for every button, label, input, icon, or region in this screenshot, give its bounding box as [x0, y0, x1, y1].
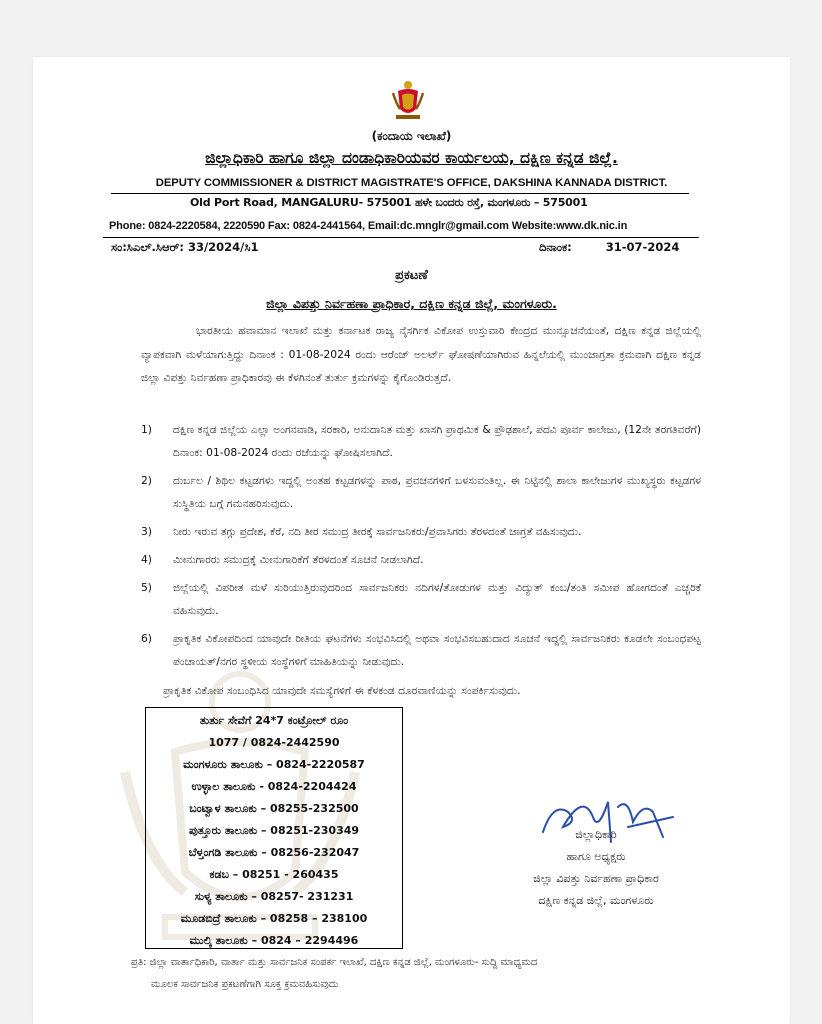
taluk-helpline: ಮೂಡಬಿದ್ರೆ ತಾಲೂಕು – 08258 – 238100: [180, 912, 368, 925]
taluk-helpline: ಉಳ್ಳಾಲ ತಾಲೂಕು - 0824-2204424: [191, 780, 357, 793]
signatory-role: ಹಾಗೂ ಅಧ್ಯಕ್ಷರು: [566, 850, 626, 863]
item-text: ಜಿಲ್ಲೆಯಲ್ಲಿ ವಿಪರೀತ ಮಳೆ ಸುರಿಯುತ್ತಿರುವುದರಿಂದ ಸಾರ್ವಜನಿಕರು ನದಿಗಳ/ತೋಡುಗಳ ಮತ್ತು ವಿದ್ಯುತ್ ಕಂಬ/ತಂತಿ ಸಮೀಪ ಹೋಗದಂತೆ ಎಚ್ಚರಿಕೆ ವಹಿಸುವುದು.: [173, 581, 701, 617]
header-divider: [111, 193, 689, 194]
item-number: 5): [141, 581, 152, 594]
notice-heading: ಪ್ರಕಟಣೆ: [395, 268, 428, 283]
date-value: 31-07-2024: [605, 240, 680, 254]
department-name: (ಕಂದಾಯ ಇಲಾಖೆ): [371, 129, 452, 143]
item-number: 3): [141, 525, 152, 538]
item-number: 4): [141, 553, 152, 566]
list-item: [141, 520, 701, 543]
item-text: ಮೀನುಗಾರರು ಸಮುದ್ರಕ್ಕೆ ಮೀನುಗಾರಿಕೆಗೆ ತೆರಳದಂತೆ ಸೂಚನೆ ನೀಡಲಾಗಿದೆ.: [173, 553, 424, 566]
control-room-box: [145, 707, 403, 949]
list-item: [141, 548, 701, 571]
item-text: ದಕ್ಷಿಣ ಕನ್ನಡ ಜಿಲ್ಲೆಯ ಎಲ್ಲಾ ಅಂಗನವಾಡಿ, ಸರಕಾರಿ, ಅನುದಾನಿತ ಮತ್ತು ಖಾಸಗಿ ಪ್ರಾಥಮಿಕ & ಪ್ರೌಢಶಾಲೆ, ಪದವಿ ಪೂರ್ವ ಕಾಲೇಜು, (12ನೇ ತರಗತಿವರೆಗೆ) ದಿನಾಂಕ: 01-08-2024 ರಂದು ರಜೆಯನ್ನು ಘೋಷಿಸಲಾಗಿದೆ.: [173, 423, 701, 459]
item-number: 6): [141, 632, 152, 645]
document-date: [539, 240, 679, 255]
intro-paragraph: ಭಾರತೀಯ ಹವಾಮಾನ ಇಲಾಖೆ ಮತ್ತು ಕರ್ನಾಟಕ ರಾಜ್ಯ ನೈಸರ್ಗಿಕ ವಿಕೋಪ ಉಸ್ತುವಾರಿ ಕೇಂದ್ರದ ಮುನ್ಸೂಚನೆಯಂತೆ, ದಕ್ಷಿಣ ಕನ್ನಡ ಜಿಲ್ಲೆಯಲ್ಲಿ ವ್ಯಾಪಕವಾಗಿ ಮಳೆಯಾಗುತ್ತಿದ್ದು ದಿನಾಂಕ : 01-08-2024 ರಂದು ಆರೆಂಜ್ ಅಲರ್ಟ್ ಘೋಷಣೆಯಾಗಿರುವ ಹಿನ್ನಲೆಯಲ್ಲಿ ಮುಂಜಾಗ್ರತಾ ಕ್ರಮವಾಗಿ ದಕ್ಷಿಣ ಕನ್ನಡ ಜಿಲ್ಲಾ ವಿಪತ್ತು ನಿರ್ವಹಣಾ ಪ್ರಾಧಿಕಾರವು ಈ ಕೆಳಗಿನಂತೆ ತುರ್ತು ಕ್ರಮಗಳನ್ನು ಕೈಗೊಂಡಿರುತ್ತದೆ.: [141, 324, 701, 384]
control-room-title: ತುರ್ತು ಸೇವೆಗೆ 24*7 ಕಂಟ್ರೋಲ್ ರೂಂ: [199, 714, 349, 727]
measures-list: [141, 418, 701, 678]
office-address: Old Port Road, MANGALURU- 575001 ಹಳೇ ಬಂದರು ರಸ್ತೆ, ಮಂಗಳೂರು – 575001: [190, 196, 588, 209]
closing-line: ಪ್ರಾಕೃತಿಕ ವಿಕೋಪ ಸಂಬಂಧಿಸಿದ ಯಾವುದೇ ಸಮಸ್ಯೆಗಳಿಗೆ ಈ ಕೆಳಕಂಡ ದೂರವಾಣಿಯನ್ನು ಸಂಪರ್ಕಿಸುವುದು.: [163, 684, 521, 697]
item-number: 2): [141, 474, 152, 487]
taluk-helpline: ಸುಳ್ಯ ತಾಲೂಕು – 08257- 231231: [194, 890, 354, 903]
list-item: [141, 469, 701, 515]
item-number: 1): [141, 423, 152, 436]
signatory-title: ಜಿಲ್ಲಾಧಿಕಾರಿ: [575, 828, 617, 841]
taluk-helpline: ಮುಲ್ಕಿ ತಾಲೂಕು – 0824 – 2294496: [189, 934, 359, 947]
list-item: [141, 576, 701, 622]
reference-number: ಸಂ:ಸಿಎಲ್.ಸಿಆರ್: 33/2024/ಸಿ1: [111, 240, 259, 254]
contact-divider: [103, 237, 699, 238]
control-room-main-number: 1077 / 0824-2442590: [208, 736, 340, 749]
list-item: [141, 418, 701, 464]
item-text: ನೀರು ಇರುವ ತಗ್ಗು ಪ್ರದೇಶ, ಕೆರೆ, ನದಿ ತೀರ ಸಮುದ್ರ ತೀರಕ್ಕೆ ಸಾರ್ವಜನಿಕರು/ಪ್ರವಾಸಿಗರು ತೆರಳದಂತೆ ಜಾಗ್ರತೆ ವಹಿಸುವುದು.: [173, 525, 582, 538]
copy-to: [131, 952, 731, 996]
document-page: [33, 57, 790, 1024]
taluk-helpline: ಕಡಬ – 08251 - 260435: [209, 868, 339, 881]
office-name-kannada: ಜಿಲ್ಲಾಧಿಕಾರಿ ಹಾಗೂ ಜಿಲ್ಲಾ ದಂಡಾಧಿಕಾರಿಯವರ ಕಾರ್ಯಲಯ, ದಕ್ಷಿಣ ಕನ್ನಡ ಜಿಲ್ಲೆ.: [205, 149, 618, 167]
item-text: ದುರ್ಬಲ / ಶಿಥಿಲ ಕಟ್ಟಡಗಳು ಇದ್ದಲ್ಲಿ ಅಂತಹ ಕಟ್ಟಡಗಳನ್ನು ಪಾಠ, ಪ್ರವಚನಗಳಿಗೆ ಬಳಸುವಂತಿಲ್ಲ. ಈ ನಿಟ್ಟಿನಲ್ಲಿ ಶಾಲಾ ಕಾಲೇಜುಗಳ ಮುಖ್ಯಸ್ಥರು ಕಟ್ಟಡಗಳ ಸುಸ್ಥಿತಿಯ ಬಗ್ಗೆ ಗಮನಹರಿಸುವುದು.: [173, 474, 701, 510]
signatory-block: [496, 824, 696, 912]
contact-line: Phone: 0824-2220584, 2220590 Fax: 0824-2441564, Email:dc.mnglr@gmail.com Website:www.dk.nic.in: [109, 220, 628, 232]
signatory-authority: ಜಿಲ್ಲಾ ವಿಪತ್ತು ನಿರ್ವಹಣಾ ಪ್ರಾಧಿಕಾರ: [533, 872, 659, 885]
copy-to-line: ಪ್ರತಿ: ಜಿಲ್ಲಾ ವಾರ್ತಾಧಿಕಾರಿ, ವಾರ್ತಾ ಮತ್ತು ಸಾರ್ವಜನಿಕ ಸಂಪರ್ಕ ಇಲಾಖೆ, ದಕ್ಷಿಣ ಕನ್ನಡ ಜಿಲ್ಲೆ, ಮಂಗಳೂರು- ಸುದ್ದಿ ಮಾಧ್ಯಮದ: [131, 957, 538, 968]
taluk-helpline: ಬೆಳ್ತಂಗಡಿ ತಾಲೂಕು – 08256-232047: [188, 846, 360, 859]
taluk-helpline: ಪುತ್ತೂರು ತಾಲೂಕು – 08251-230349: [188, 824, 360, 837]
taluk-helpline: ಬಂಟ್ವಾಳ ತಾಲೂಕು – 08255-232500: [189, 802, 359, 815]
copy-to-line: ಮೂಲಕ ಸಾರ್ವಜನಿಕ ಪ್ರಕಟಣೆಗಾಗಿ ಸೂಕ್ತ ಕ್ರಮವಹಿಸುವುದು: [151, 979, 339, 990]
taluk-helpline: ಮಂಗಳೂರು ತಾಲೂಕು – 0824-2220587: [183, 758, 365, 771]
item-text: ಪ್ರಾಕೃತಿಕ ವಿಕೋಪದಿಂದ ಯಾವುದೇ ರೀತಿಯ ಘಟನೆಗಳು ಸಂಭವಿಸಿದಲ್ಲಿ ಅಥವಾ ಸಂಭವಿಸಬಹುದಾದ ಸೂಚನೆ ಇದ್ದಲ್ಲಿ ಸಾರ್ವಜನಿಕರು ಕೂಡಲೇ ಸಂಬಂಧಪಟ್ಟ ಪಂಚಾಯತ್/ನಗರ ಸ್ಥಳೀಯ ಸಂಸ್ಥೆಗಳಿಗೆ ಮಾಹಿತಿಯನ್ನು ನೀಡುವುದು.: [173, 632, 701, 668]
signatory-location: ದಕ್ಷಿಣ ಕನ್ನಡ ಜಿಲ್ಲೆ, ಮಂಗಳೂರು: [538, 894, 654, 907]
state-emblem-icon: [390, 79, 426, 123]
authority-subheading: ಜಿಲ್ಲಾ ವಿಪತ್ತು ನಿರ್ವಹಣಾ ಪ್ರಾಧಿಕಾರ, ದಕ್ಷಿಣ ಕನ್ನಡ ಜಿಲ್ಲೆ, ಮಂಗಳೂರು.: [266, 296, 557, 311]
date-label: ದಿನಾಂಕ:: [539, 240, 572, 254]
office-name-english: DEPUTY COMMISSIONER & DISTRICT MAGISTRATE'S OFFICE, DAKSHINA KANNADA DISTRICT.: [155, 177, 668, 189]
